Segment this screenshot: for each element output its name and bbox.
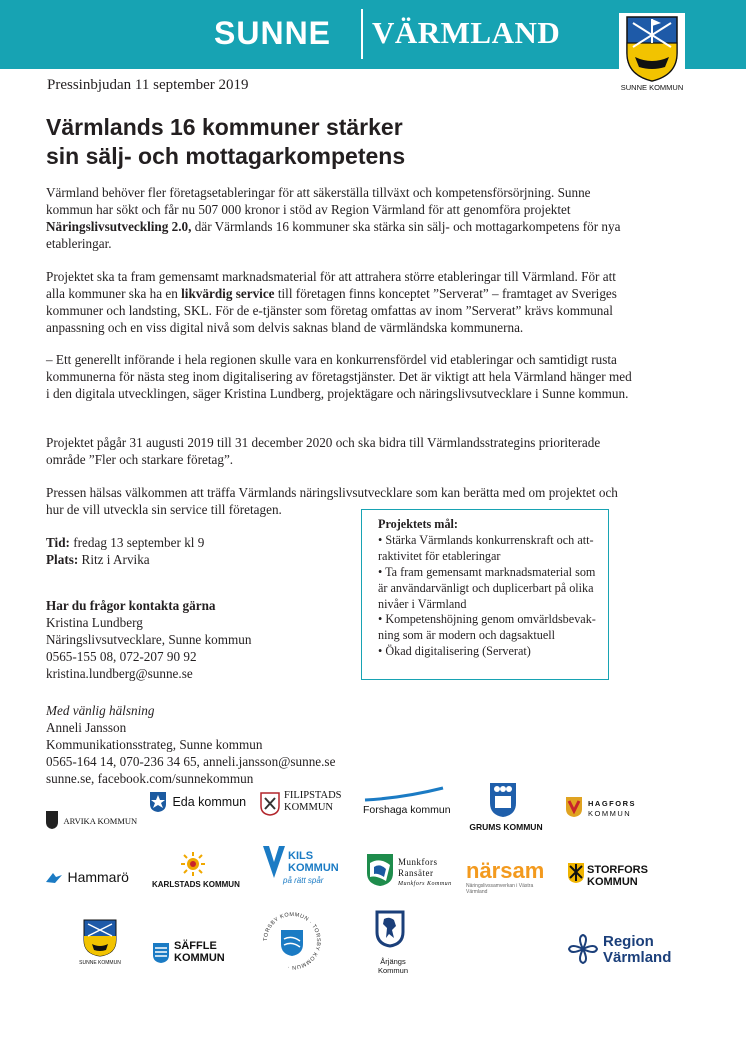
- svg-text:TORSBY KOMMUN · TORSBY KOMMUN: TORSBY KOMMUN · TORSBY KOMMUN ·: [262, 911, 322, 971]
- goals-line: • Stärka Värmlands konkurrenskraft och att-: [378, 532, 594, 547]
- p1-text-c: där Värmlands 16 kommuner ska stärka sin sälj- och mottagarkompetens för nya etableringar.: [46, 219, 621, 251]
- karlstad-sun-icon: [180, 851, 206, 877]
- title-line-1: Värmlands 16 kommuner stärker: [46, 114, 403, 140]
- contact-role: Näringslivsutvecklare, Sunne kommun: [46, 632, 252, 647]
- goals-line: • Kompetenshöjning genom omvärldsbevak-: [378, 612, 596, 627]
- goals-title: Projektets mål:: [378, 517, 458, 531]
- place-value: Ritz i Arvika: [78, 552, 150, 567]
- grums-crest-icon: [488, 781, 518, 819]
- paragraph-press-invite: Pressen hälsas välkommen att träffa Värmlands näringslivsutvecklare som kan berätta med om projektet och hur de vill utveckla sin service till företagen.: [46, 485, 618, 517]
- hagfors-crest-icon: [565, 796, 583, 818]
- logo-torsby: [262, 911, 322, 976]
- signature-greeting: Med vänlig hälsning: [46, 703, 155, 718]
- press-dateline: Pressinbjudan 11 september 2019: [47, 77, 249, 93]
- event-info: [46, 534, 204, 568]
- goals-line: ning som är modern och dagsaktuell: [378, 628, 556, 643]
- sunne-small-crest-icon: [82, 918, 118, 958]
- crest-caption: SUNNE KOMMUN: [620, 83, 684, 92]
- signature-role: Kommunikationsstrateg, Sunne kommun: [46, 737, 263, 752]
- logo-arvika: ARVIKA KOMMUN: [45, 810, 137, 830]
- goals-line: är användarvänligt och duplicerbart på olika: [378, 580, 594, 595]
- arjang-bear-crest-icon: [375, 910, 405, 948]
- arvika-crest-icon: [45, 810, 59, 830]
- signature-web[interactable]: sunne.se, facebook.com/sunnekommun: [46, 771, 254, 786]
- contact-block: [46, 597, 251, 682]
- time-label: Tid:: [46, 535, 70, 550]
- filipstad-crest-icon: [260, 792, 280, 816]
- hammaro-swoosh-icon: [45, 872, 63, 884]
- banner-sunne-text: SUNNE: [214, 15, 332, 51]
- p2-text-c: till företagen finns konceptet ”Serverat” – framtaget av Sveriges kommuner och landsting, SKL. För de e-tjänster som företag omfattas av inom ”Serverat” krävs kommunal anpassning och en viss digital nivå som delvis saknas bland de värmländska kommunerna.: [46, 286, 617, 335]
- contact-phone: 0565-155 08, 072-207 90 92: [46, 649, 197, 664]
- goals-line: • Ökad digitalisering (Serverat): [378, 644, 531, 659]
- p1-text-a: Värmland behöver fler företagsetableringar för att säkerställa tillväxt och kompetensförsörjning. Sunne kommun har sökt och får nu 507 000 kronor i stöd av Region Värmland för att genomföra projektet: [46, 185, 591, 217]
- p2-text-a: Projektet ska ta fram gemensamt marknadsmaterial för att attrahera större etableringar till Värmland. För att alla kommuner ska ha en: [46, 269, 616, 301]
- goals-line: nivåer i Värmland: [378, 596, 467, 611]
- signature-block: [46, 702, 335, 787]
- p2-bold-service: likvärdig service: [181, 286, 275, 301]
- goals-line: raktivitet för etableringar: [378, 548, 501, 563]
- contact-heading: Har du frågor kontakta gärna: [46, 598, 216, 613]
- eda-star-icon: [148, 791, 168, 813]
- goals-line: • Ta fram gemensamt marknadsmaterial som: [378, 564, 596, 579]
- title-line-2: sin sälj- och mottagarkompetens: [46, 143, 406, 169]
- sunne-crest-icon: [619, 13, 685, 83]
- signature-phone: 0565-164 14, 070-236 34 65, anneli.jansson@sunne.se: [46, 754, 336, 769]
- place-label: Plats:: [46, 552, 79, 567]
- logo-eda: Eda kommun: [148, 791, 246, 813]
- banner-varmland-text: VÄRMLAND: [372, 15, 561, 50]
- torsby-seal-icon: [262, 911, 322, 971]
- forshaga-wave-icon: [363, 786, 445, 802]
- signature-name: Anneli Jansson: [46, 720, 127, 735]
- p1-project-name: Näringslivsutveckling 2.0,: [46, 219, 192, 234]
- contact-email[interactable]: kristina.lundberg@sunne.se: [46, 666, 193, 681]
- page-title: [46, 113, 566, 171]
- contact-name: Kristina Lundberg: [46, 615, 143, 630]
- banner-divider: [361, 9, 363, 59]
- munkfors-crest-icon: [366, 853, 394, 887]
- logo-narsam: närsam Näringslivssamverkan i Västra Värmland: [466, 858, 545, 895]
- time-value: fredag 13 september kl 9: [69, 535, 205, 550]
- region-varmland-flower-icon: [567, 933, 599, 965]
- project-goals-box: [361, 509, 609, 680]
- paragraph-intro: [46, 184, 632, 252]
- paragraph-project: [46, 268, 632, 336]
- paragraph-quote: – Ett generellt införande i hela regionen skulle vara en konkurrensfördel vid etableringar och samtidigt rusta kommunerna för nästa steg inom digitalisering av företagstjänster. Det är viktigt att hela Värmland hänger med i den digitala utvecklingen, säger Kristina Lundberg, projektägare och näringslivsutvecklare i Sunne kommun.: [46, 352, 632, 401]
- logo-hammaro: Hammarö: [45, 869, 129, 887]
- storfors-crest-icon: [567, 862, 585, 884]
- paragraph-duration: Projektet pågår 31 augusti 2019 till 31 december 2020 och ska bidra till Värmlandsstrategins prioriterade område ”Fler och starkare företag”.: [46, 435, 601, 467]
- saffle-crest-icon: [152, 942, 170, 964]
